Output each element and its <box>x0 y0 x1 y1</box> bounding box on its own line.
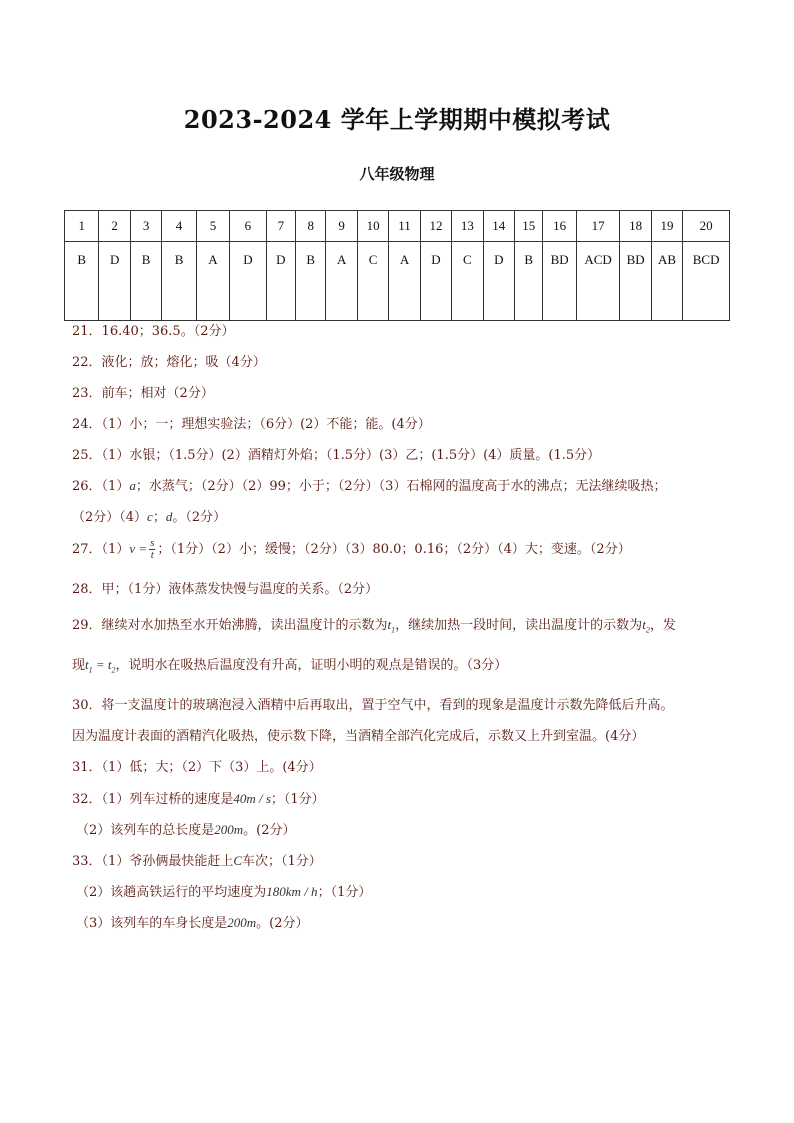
answer-24: 24．（1）小；一；理想实验法；（6分）(2）不能；能。(4分） <box>72 417 431 432</box>
answer-25: 25．（1）水银；（1.5分）(2）酒精灯外焰；（1.5分）(3）乙；(1.5分）(4）质量。(1.5分） <box>72 448 601 463</box>
question-number-cell: 11 <box>389 211 420 242</box>
answer-32-part: 32．（1）列车过桥的速度是 <box>72 792 234 807</box>
question-number-cell: 15 <box>515 211 543 242</box>
answer-26-part: ；水蒸气；（2分）（2）99；小于；（2分）（3）石棉网的温度高于水的沸点；无法继续吸热； <box>135 479 667 494</box>
answer-26-part: ； <box>152 510 166 525</box>
answer-27 <box>72 538 631 561</box>
answer-28: 28．甲；（1分）液体蒸发快慢与温度的关系。（2分） <box>72 582 379 597</box>
answer-cell: B <box>515 242 543 321</box>
question-number-cell: 3 <box>130 211 161 242</box>
answer-32-part: （2）该列车的总长度是 <box>76 823 215 838</box>
answer-cell: D <box>483 242 514 321</box>
math-a: a <box>129 478 136 493</box>
answer-33-part: 33．（1）爷孙俩最快能赶上 <box>72 854 234 869</box>
answer-cell: ACD <box>576 242 620 321</box>
answer-33-part: 。(2分） <box>256 916 309 931</box>
answer-29-line1 <box>72 614 676 635</box>
answer-cell: AB <box>651 242 682 321</box>
answer-29-part: 29．继续对水加热至水开始沸腾，读出温度计的示数为 <box>72 618 388 633</box>
answer-29-part: ，发 <box>649 618 676 633</box>
answer-21: 21．16.40；36.5。（2分） <box>72 324 235 339</box>
answer-cell: C <box>357 242 388 321</box>
answer-cell: A <box>196 242 229 321</box>
answer-33-part: （2）该趟高铁运行的平均速度为 <box>76 885 267 900</box>
answer-33-part: ；（1分） <box>317 885 372 900</box>
answer-33-part: （3）该列车的车身长度是 <box>76 916 228 931</box>
answer-cell: BCD <box>683 242 730 321</box>
question-number-cell: 8 <box>296 211 326 242</box>
question-number-cell: 18 <box>620 211 651 242</box>
question-number-cell: 1 <box>65 211 99 242</box>
math-t1: $t_1$ <box>387 617 396 635</box>
math-t2: $t_2$ <box>642 617 650 635</box>
answer-cell: A <box>326 242 357 321</box>
answer-32-line2 <box>76 819 296 838</box>
answer-32-part: 。(2分） <box>243 823 296 838</box>
answer-30-line2: 因为温度计表面的酒精汽化吸热，使示数下降，当酒精全部汽化完成后，示数又上升到室温。(4分） <box>72 729 645 744</box>
answer-cell: B <box>296 242 326 321</box>
question-number-cell: 4 <box>162 211 196 242</box>
answer-33-line3 <box>76 912 309 931</box>
answer-33-line1 <box>72 850 322 869</box>
answer-cell: BD <box>620 242 651 321</box>
fraction-s-over-t <box>149 538 155 561</box>
answer-cell: D <box>420 242 451 321</box>
question-number-cell: 9 <box>326 211 357 242</box>
question-number-cell: 14 <box>483 211 514 242</box>
answer-27-part: ；（1分）（2）小；缓慢；（2分）（3）80.0；0.16；（2分）（4）大；变速。（2分） <box>157 542 631 557</box>
answer-cell: B <box>130 242 161 321</box>
question-number-cell: 7 <box>266 211 295 242</box>
question-number-row <box>65 211 730 242</box>
fraction-numerator: s <box>150 537 155 549</box>
answer-cell: BD <box>543 242 576 321</box>
math-t1-eq-t2: $t_1 = t_2$ <box>85 657 116 675</box>
question-number-cell: 17 <box>576 211 620 242</box>
math-v-eq: v = <box>129 541 148 556</box>
answer-26-line1 <box>72 475 666 494</box>
math-speed2: 180km / h <box>266 884 318 899</box>
math-length: 200m <box>214 822 244 837</box>
question-number-cell: 2 <box>99 211 130 242</box>
answer-26-part: （2分）（4） <box>72 510 148 525</box>
question-number-cell: 20 <box>683 211 730 242</box>
fraction-denominator: t <box>150 549 154 561</box>
answer-cell: B <box>162 242 196 321</box>
answer-29-part: 现 <box>72 658 86 673</box>
answer-26-part: 26．（1） <box>72 479 130 494</box>
question-number-cell: 13 <box>452 211 483 242</box>
answer-22: 22．液化；放；熔化；吸（4分） <box>72 355 266 370</box>
answer-cell: D <box>99 242 130 321</box>
question-number-cell: 19 <box>651 211 682 242</box>
answer-26-line2 <box>72 506 226 525</box>
answer-27-part: 27．（1） <box>72 542 130 557</box>
page-title: 2023-2024 学年上学期期中模拟考试 <box>183 105 611 134</box>
question-number-cell: 10 <box>357 211 388 242</box>
answer-33-part: 车次；（1分） <box>242 854 322 869</box>
answer-29-part: ，继续加热一段时间，读出温度计的示数为 <box>395 618 643 633</box>
answer-32-line1 <box>72 788 325 807</box>
math-speed: 40m / s <box>233 791 271 806</box>
answer-33-line2 <box>76 881 371 900</box>
math-c: c <box>147 509 153 524</box>
answer-table <box>64 210 730 321</box>
answer-26-part: 。（2分） <box>172 510 227 525</box>
answer-29-line2 <box>72 654 507 675</box>
answer-cell: B <box>65 242 99 321</box>
page-subtitle: 八年级物理 <box>359 165 435 183</box>
answer-cell: C <box>452 242 483 321</box>
math-c-train: C <box>233 853 242 868</box>
answer-23: 23．前车；相对（2分） <box>72 386 214 401</box>
math-d: d <box>165 509 173 524</box>
question-number-cell: 12 <box>420 211 451 242</box>
math-length2: 200m <box>227 915 257 930</box>
answer-cell: D <box>230 242 266 321</box>
question-number-cell: 6 <box>230 211 266 242</box>
answer-30-line1: 30．将一支温度计的玻璃泡浸入酒精中后再取出，置于空气中，看到的现象是温度计示数先降低后升高。 <box>72 698 674 713</box>
answer-32-part: ；（1分） <box>270 792 325 807</box>
question-number-cell: 5 <box>196 211 229 242</box>
answer-31: 31．（1）低；大；（2）下（3）上。(4分） <box>72 760 322 775</box>
answer-cell: A <box>389 242 420 321</box>
question-number-cell: 16 <box>543 211 576 242</box>
answer-29-part: ，说明水在吸热后温度没有升高，证明小明的观点是错误的。（3分） <box>115 658 508 673</box>
answer-row <box>65 242 730 321</box>
answer-cell: D <box>266 242 295 321</box>
